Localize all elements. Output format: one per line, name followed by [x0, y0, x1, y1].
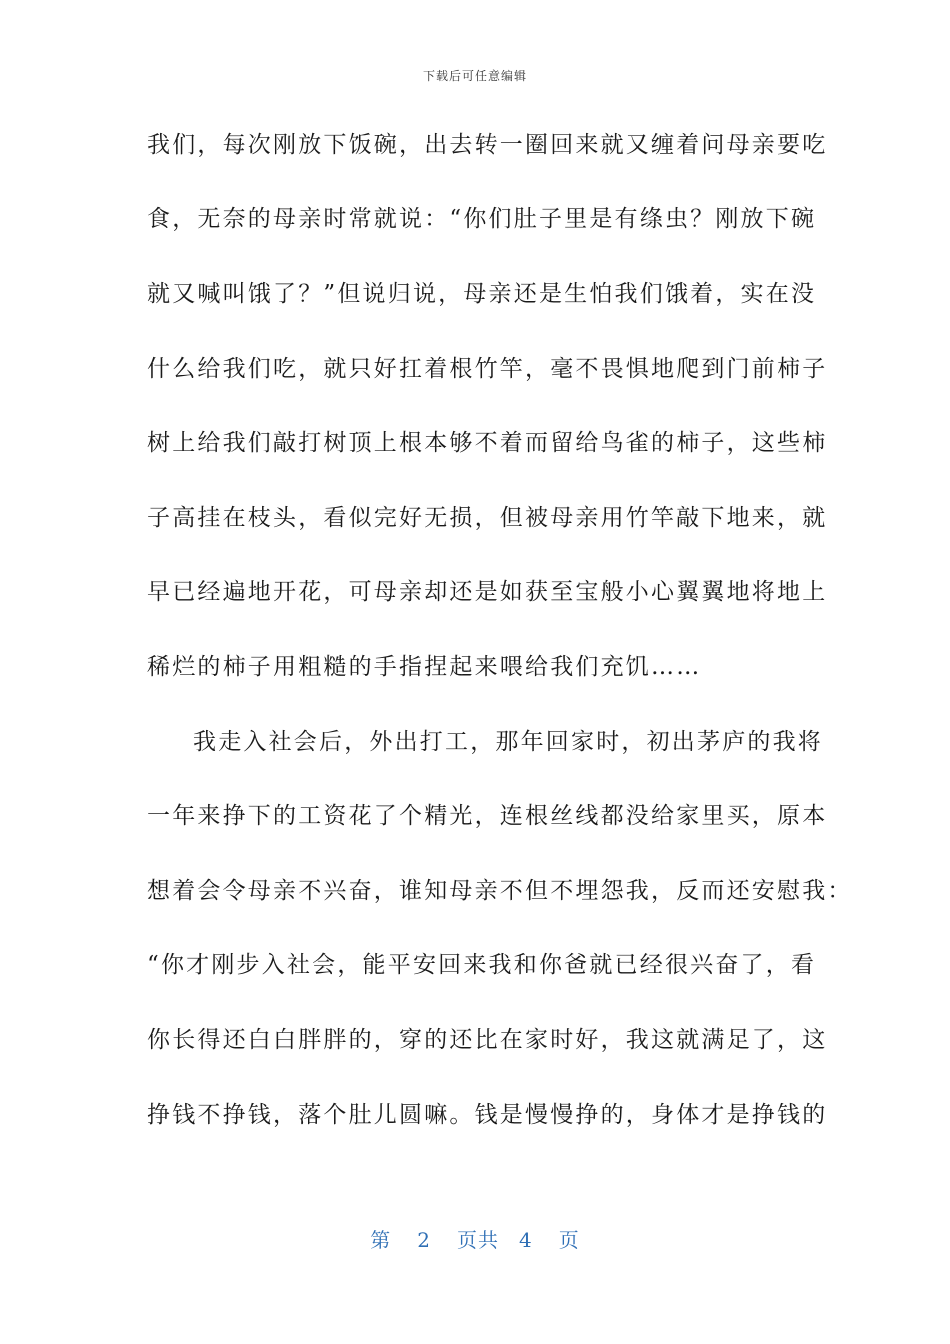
text-line: 一年来挣下的工资花了个精光，连根丝线都没给家里买，原本 [147, 803, 828, 829]
text-line: 挣钱不挣钱，落个肚儿圆嘛。钱是慢慢挣的，身体才是挣钱的 [147, 1102, 828, 1128]
text-line: 子高挂在枝头，看似完好无损，但被母亲用竹竿敲下地来，就 [147, 505, 828, 531]
text-line: 食，无奈的母亲时常就说：“你们肚子里是有绦虫？刚放下碗 [147, 206, 817, 232]
text-line: 早已经遍地开花，可母亲却还是如获至宝般小心翼翼地将地上 [147, 579, 828, 605]
text-line: “你才刚步入社会，能平安回来我和你爸就已经很兴奋了，看 [147, 952, 817, 978]
text-line: 想着会令母亲不兴奋，谁知母亲不但不埋怨我，反而还安慰我： [147, 878, 853, 904]
page-footer [0, 1224, 950, 1253]
current-page-number: 2 [417, 1228, 431, 1252]
footer-suffix: 页 [558, 1228, 580, 1252]
text-line: 我们，每次刚放下饭碗，出去转一圈回来就又缠着问母亲要吃 [147, 132, 828, 158]
total-pages-number: 4 [519, 1228, 533, 1252]
text-line: 树上给我们敲打树顶上根本够不着而留给鸟雀的柿子，这些柿 [147, 430, 828, 456]
footer-prefix: 第 [370, 1228, 392, 1252]
paragraph-first-line: 我走入社会后，外出打工，那年回家时，初出茅庐的我将 [193, 729, 823, 755]
header-note: 下载后可任意编辑 [422, 69, 527, 83]
text-line: 稀烂的柿子用粗糙的手指捏起来喂给我们充饥…… [147, 654, 702, 680]
text-line: 什么给我们吃，就只好扛着根竹竿，毫不畏惧地爬到门前柿子 [147, 356, 828, 382]
text-line: 你长得还白白胖胖的，穿的还比在家时好，我这就满足了，这 [147, 1027, 828, 1053]
text-line: 就又喊叫饿了？”但说归说，母亲还是生怕我们饿着，实在没 [147, 281, 817, 307]
footer-middle: 页共 [457, 1228, 499, 1252]
